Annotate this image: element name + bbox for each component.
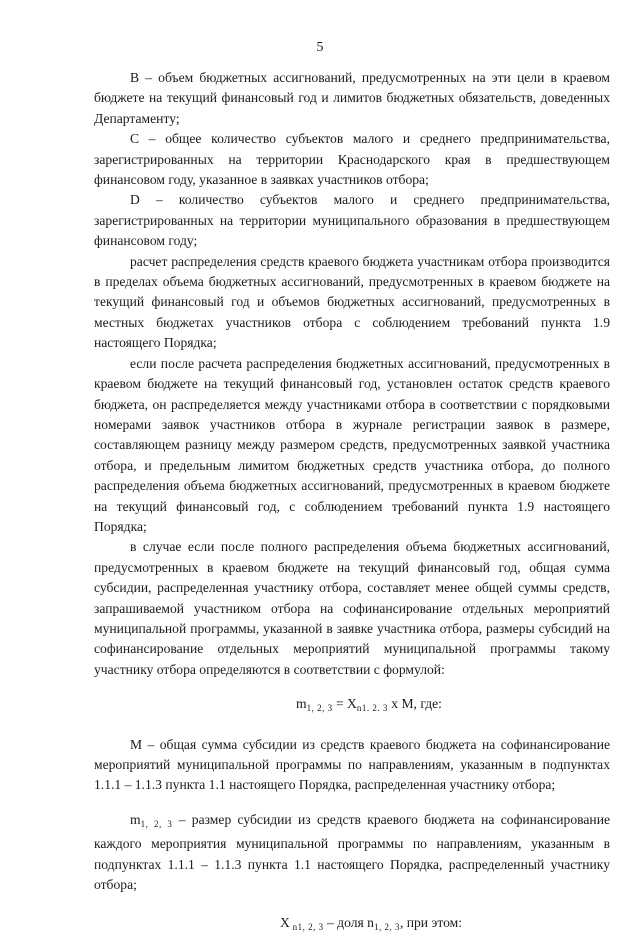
formula2-tail: , при этом: [399, 915, 462, 931]
paragraph-m-subsidy-definition [94, 810, 610, 896]
paragraph-subsidy-case: в случае если после полного распределения объема бюджетных ассигнований, предусмотренных в краевом бюджете на текущий финансовый год, общая сумма субсидии, распределенная участнику отбора, составляет менее общей суммы средств, запрашиваемой участником отбора на софинансирование отдельных мероприятий муниципальной программы, указанной в заявке участника отбора, размеры субсидий на софинансирование отдельных мероприятий муниципальной программы такому участнику отбора определяются в соответствии с формулой: [94, 539, 610, 677]
page-number: 5 [316, 40, 324, 55]
paragraph-m-subsidy-text: – размер субсидии из средств краевого бюджета на софинансирование каждого мероприятия муниципальной программы по направлениям, указанным в подпунктах 1.1.1 – 1.1.3 пункта 1.1 настоящего Порядка, распределенный участнику отбора; [94, 811, 611, 893]
formula-lhs: m [296, 696, 307, 712]
paragraph-m-definition: M – общая сумма субсидии из средств краевого бюджета на софинансирование мероприятий муниципальной программы по направлениям, указанным в подпунктах 1.1.1 – 1.1.3 пункта 1.1 настоящего Порядка, распределенная участнику отбора; [94, 736, 610, 793]
symbol-m-subscript: 1, 2, 3 [140, 818, 173, 829]
paragraph-remainder-distribution: если после расчета распределения бюджетных ассигнований, предусмотренных в краевом бюджете на текущий финансовый год, установлен остаток средств краевого бюджета, он распределяется между участниками отбора в соответствии с порядковыми номерами заявок участников отбора в журнале регистрации заявок в размере, составляющем разницу между размером средств, предусмотренных заявкой участника отбора, и предельным лимитом бюджетных средств участника отбора, до полного распределения объема бюджетных ассигнований, предусмотренных в краевом бюджете на текущий финансовый год, с соблюдением требований пункта 1.9 настоящего Порядка; [94, 355, 610, 534]
paragraph-b-definition: B – объем бюджетных ассигнований, предусмотренных на эти цели в краевом бюджете на текущий финансовый год и лимитов бюджетных обязательств, доведенных Департаменту; [94, 70, 610, 126]
formula-subsidy [94, 694, 610, 718]
formula2-x: X [280, 915, 290, 931]
formula2-mid: – доля n [323, 915, 374, 931]
formula-equals-x: = X [332, 696, 357, 712]
paragraph-distribution-calculation: расчет распределения средств краевого бюджета участникам отбора производится в пределах объема бюджетных ассигнований, предусмотренных в краевом бюджете на текущий финансовый год и объемов бюджетных ассигнований, предусмотренных в местных бюджетах участников отбора с соблюдением требований пункта 1.9 настоящего Порядка; [94, 253, 610, 351]
symbol-m: m [130, 811, 141, 827]
formula-x-subscript: n1. 2. 3 [356, 703, 388, 714]
formula-rhs: x M, где: [387, 696, 442, 712]
formula2-x-subscript: n1, 2, 3 [289, 922, 324, 933]
formula-share [94, 913, 610, 937]
paragraph-d-definition: D – количество субъектов малого и среднего предпринимательства, зарегистрированных на территории муниципального образования в предшествующем финансовом году; [94, 192, 610, 249]
formula2-n-subscript: 1, 2, 3 [373, 922, 400, 933]
paragraph-c-definition: C – общее количество субъектов малого и среднего предпринимательства, зарегистрированных на территории Краснодарского края в предшествующем финансовом году, указанное в заявках участников отбора; [94, 131, 610, 188]
formula-lhs-subscript: 1, 2, 3 [306, 703, 333, 714]
document-body [94, 68, 610, 938]
